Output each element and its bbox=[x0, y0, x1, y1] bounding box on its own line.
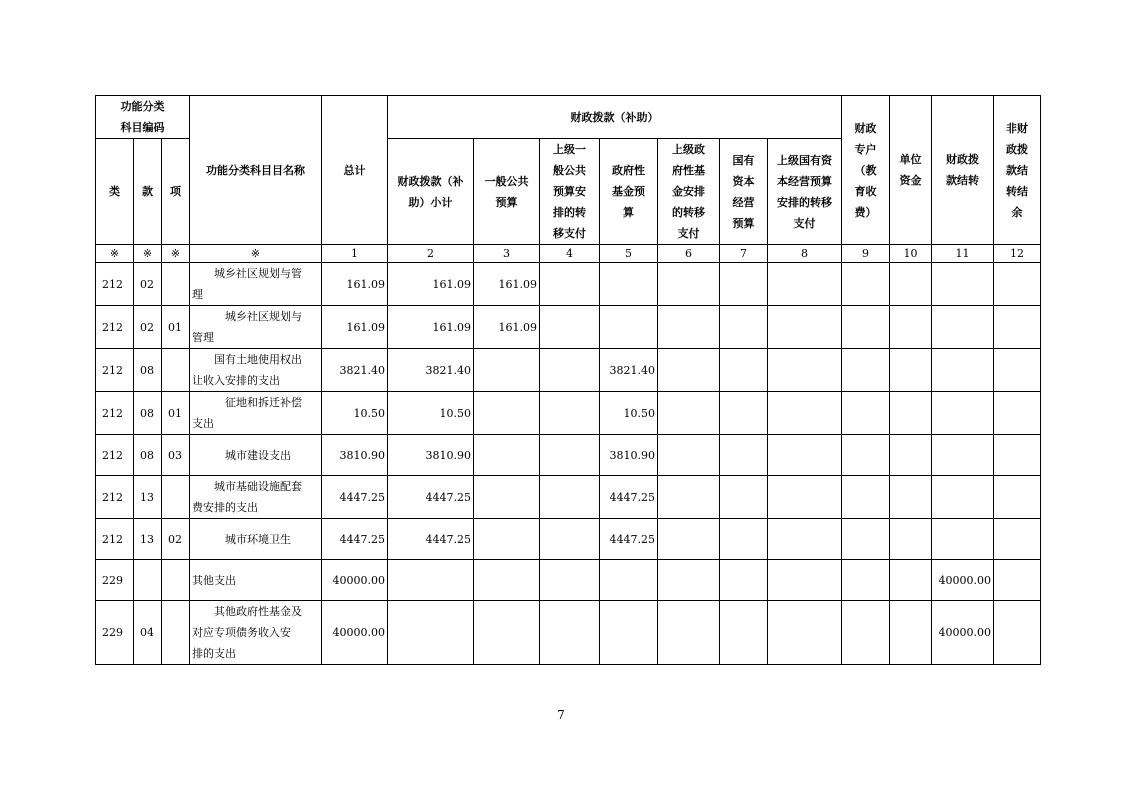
lei-cell: 212 bbox=[96, 306, 134, 349]
marker-row bbox=[96, 245, 1041, 263]
amount-cell bbox=[890, 519, 932, 560]
amount-cell bbox=[890, 306, 932, 349]
table-row bbox=[96, 392, 1041, 435]
marker-cell: ※ bbox=[96, 245, 134, 263]
table-row bbox=[96, 263, 1041, 306]
amount-cell bbox=[890, 392, 932, 435]
amount-cell bbox=[842, 349, 890, 392]
amount-cell: 3821.40 bbox=[600, 349, 658, 392]
amount-cell bbox=[842, 435, 890, 476]
xiang-cell: 02 bbox=[162, 519, 190, 560]
marker-cell: ※ bbox=[134, 245, 162, 263]
kuan-cell: 08 bbox=[134, 435, 162, 476]
amount-cell bbox=[474, 601, 540, 665]
lei-cell: 212 bbox=[96, 519, 134, 560]
amount-cell bbox=[768, 601, 842, 665]
lei-header: 类 bbox=[96, 139, 134, 245]
amount-cell: 4447.25 bbox=[600, 476, 658, 519]
amount-cell bbox=[540, 435, 600, 476]
amount-cell bbox=[658, 560, 720, 601]
amount-cell: 161.09 bbox=[474, 263, 540, 306]
amount-cell bbox=[658, 435, 720, 476]
amount-cell: 161.09 bbox=[388, 263, 474, 306]
amount-cell: 4447.25 bbox=[388, 519, 474, 560]
page-number: 7 bbox=[557, 708, 565, 722]
subject-name-cell: 征地和拆迁补偿 支出 bbox=[190, 392, 322, 435]
amount-cell bbox=[994, 476, 1041, 519]
lei-cell: 212 bbox=[96, 263, 134, 306]
marker-cell: 2 bbox=[388, 245, 474, 263]
marker-cell: 6 bbox=[658, 245, 720, 263]
kuan-cell: 13 bbox=[134, 519, 162, 560]
amount-cell bbox=[388, 601, 474, 665]
amount-cell: 40000.00 bbox=[322, 601, 388, 665]
amount-cell bbox=[600, 560, 658, 601]
amount-cell: 161.09 bbox=[322, 306, 388, 349]
subject-name-cell: 城乡社区规划与 管理 bbox=[190, 306, 322, 349]
amount-cell bbox=[658, 476, 720, 519]
amount-cell: 10.50 bbox=[600, 392, 658, 435]
amount-cell: 3821.40 bbox=[388, 349, 474, 392]
amount-cell: 40000.00 bbox=[932, 560, 994, 601]
amount-cell: 40000.00 bbox=[932, 601, 994, 665]
table-row bbox=[96, 306, 1041, 349]
amount-cell bbox=[842, 263, 890, 306]
amount-cell bbox=[768, 349, 842, 392]
table-row bbox=[96, 435, 1041, 476]
subject-name-cell: 国有土地使用权出 让收入安排的支出 bbox=[190, 349, 322, 392]
marker-cell: 10 bbox=[890, 245, 932, 263]
amount-cell bbox=[890, 349, 932, 392]
amount-cell bbox=[540, 306, 600, 349]
amount-cell bbox=[540, 560, 600, 601]
budget-table bbox=[95, 95, 1041, 665]
amount-cell bbox=[994, 392, 1041, 435]
carryover-header: 财政拨 款结转 bbox=[932, 96, 994, 245]
amount-cell bbox=[932, 306, 994, 349]
marker-cell: 8 bbox=[768, 245, 842, 263]
amount-cell bbox=[474, 349, 540, 392]
amount-cell bbox=[540, 519, 600, 560]
lei-cell: 212 bbox=[96, 349, 134, 392]
amount-cell bbox=[600, 263, 658, 306]
table-row bbox=[96, 601, 1041, 665]
amount-cell bbox=[890, 560, 932, 601]
amount-cell bbox=[720, 306, 768, 349]
amount-cell bbox=[768, 392, 842, 435]
amount-cell bbox=[720, 349, 768, 392]
amount-cell bbox=[842, 560, 890, 601]
amount-cell bbox=[842, 519, 890, 560]
amount-cell: 4447.25 bbox=[600, 519, 658, 560]
unit-fund-header: 单位 资金 bbox=[890, 96, 932, 245]
kuan-cell: 02 bbox=[134, 306, 162, 349]
amount-cell bbox=[658, 392, 720, 435]
amount-cell: 4447.25 bbox=[322, 519, 388, 560]
amount-cell bbox=[720, 601, 768, 665]
amount-cell: 4447.25 bbox=[322, 476, 388, 519]
xiang-cell bbox=[162, 476, 190, 519]
xiang-cell: 01 bbox=[162, 392, 190, 435]
amount-cell bbox=[474, 560, 540, 601]
amount-cell bbox=[540, 601, 600, 665]
marker-cell: 1 bbox=[322, 245, 388, 263]
marker-cell: ※ bbox=[162, 245, 190, 263]
amount-cell: 3821.40 bbox=[322, 349, 388, 392]
amount-cell bbox=[720, 560, 768, 601]
kuan-cell: 02 bbox=[134, 263, 162, 306]
amount-cell bbox=[768, 560, 842, 601]
sub-header: 政府性 基金预 算 bbox=[600, 139, 658, 245]
amount-cell: 40000.00 bbox=[322, 560, 388, 601]
amount-cell bbox=[720, 392, 768, 435]
amount-cell bbox=[994, 263, 1041, 306]
amount-cell: 3810.90 bbox=[600, 435, 658, 476]
xiang-header: 项 bbox=[162, 139, 190, 245]
marker-cell: ※ bbox=[190, 245, 322, 263]
amount-cell bbox=[842, 306, 890, 349]
amount-cell bbox=[932, 392, 994, 435]
amount-cell bbox=[768, 519, 842, 560]
amount-cell bbox=[540, 392, 600, 435]
marker-cell: 4 bbox=[540, 245, 600, 263]
amount-cell bbox=[994, 349, 1041, 392]
table-row bbox=[96, 519, 1041, 560]
amount-cell bbox=[994, 435, 1041, 476]
amount-cell bbox=[658, 601, 720, 665]
amount-cell: 4447.25 bbox=[388, 476, 474, 519]
amount-cell bbox=[768, 306, 842, 349]
lei-cell: 229 bbox=[96, 601, 134, 665]
table-row bbox=[96, 476, 1041, 519]
amount-cell bbox=[720, 263, 768, 306]
func-code-header: 功能分类 科目编码 bbox=[96, 96, 190, 139]
amount-cell bbox=[474, 519, 540, 560]
marker-cell: 12 bbox=[994, 245, 1041, 263]
amount-cell bbox=[600, 306, 658, 349]
marker-cell: 5 bbox=[600, 245, 658, 263]
fiscal-group-header: 财政拨款（补助） bbox=[388, 96, 842, 139]
amount-cell bbox=[932, 435, 994, 476]
xiang-cell: 03 bbox=[162, 435, 190, 476]
kuan-cell: 13 bbox=[134, 476, 162, 519]
sub-header: 财政拨款（补 助）小计 bbox=[388, 139, 474, 245]
kuan-header: 款 bbox=[134, 139, 162, 245]
amount-cell bbox=[932, 263, 994, 306]
amount-cell bbox=[388, 560, 474, 601]
subject-name-cell: 其他政府性基金及 对应专项债务收入安 排的支出 bbox=[190, 601, 322, 665]
subject-name-cell: 城乡社区规划与管 理 bbox=[190, 263, 322, 306]
amount-cell bbox=[768, 476, 842, 519]
amount-cell bbox=[720, 476, 768, 519]
sub-header: 上级政 府性基 金安排 的转移 支付 bbox=[658, 139, 720, 245]
amount-cell bbox=[768, 435, 842, 476]
table-body bbox=[96, 245, 1041, 665]
lei-cell: 212 bbox=[96, 476, 134, 519]
amount-cell bbox=[890, 263, 932, 306]
amount-cell bbox=[540, 263, 600, 306]
amount-cell: 3810.90 bbox=[322, 435, 388, 476]
amount-cell bbox=[768, 263, 842, 306]
amount-cell: 3810.90 bbox=[388, 435, 474, 476]
amount-cell bbox=[474, 476, 540, 519]
amount-cell bbox=[720, 435, 768, 476]
amount-cell bbox=[600, 601, 658, 665]
amount-cell bbox=[890, 435, 932, 476]
sub-header: 一般公共 预算 bbox=[474, 139, 540, 245]
amount-cell bbox=[540, 476, 600, 519]
amount-cell: 161.09 bbox=[388, 306, 474, 349]
amount-cell bbox=[890, 601, 932, 665]
subject-name-cell: 城市基础设施配套 费安排的支出 bbox=[190, 476, 322, 519]
amount-cell: 161.09 bbox=[322, 263, 388, 306]
amount-cell bbox=[994, 519, 1041, 560]
xiang-cell: 01 bbox=[162, 306, 190, 349]
amount-cell bbox=[994, 601, 1041, 665]
subject-name-cell: 其他支出 bbox=[190, 560, 322, 601]
amount-cell bbox=[994, 306, 1041, 349]
amount-cell: 10.50 bbox=[322, 392, 388, 435]
xiang-cell bbox=[162, 560, 190, 601]
amount-cell bbox=[658, 263, 720, 306]
amount-cell: 161.09 bbox=[474, 306, 540, 349]
amount-cell bbox=[932, 476, 994, 519]
amount-cell bbox=[842, 601, 890, 665]
kuan-cell: 04 bbox=[134, 601, 162, 665]
amount-cell bbox=[720, 519, 768, 560]
amount-cell bbox=[474, 392, 540, 435]
amount-cell bbox=[658, 306, 720, 349]
lei-cell: 212 bbox=[96, 392, 134, 435]
sub-header: 国有 资本 经营 预算 bbox=[720, 139, 768, 245]
amount-cell bbox=[890, 476, 932, 519]
table-header bbox=[96, 96, 1041, 245]
amount-cell: 10.50 bbox=[388, 392, 474, 435]
amount-cell bbox=[842, 392, 890, 435]
amount-cell bbox=[932, 519, 994, 560]
xiang-cell bbox=[162, 263, 190, 306]
amount-cell bbox=[658, 349, 720, 392]
total-header: 总计 bbox=[322, 96, 388, 245]
kuan-cell: 08 bbox=[134, 392, 162, 435]
marker-cell: 11 bbox=[932, 245, 994, 263]
xiang-cell bbox=[162, 601, 190, 665]
func-name-header: 功能分类科目目名称 bbox=[190, 96, 322, 245]
marker-cell: 3 bbox=[474, 245, 540, 263]
xiang-cell bbox=[162, 349, 190, 392]
marker-cell: 7 bbox=[720, 245, 768, 263]
special-account-header: 财政 专户 （教 育收 费） bbox=[842, 96, 890, 245]
sub-header: 上级国有资 本经营预算 安排的转移 支付 bbox=[768, 139, 842, 245]
kuan-cell: 08 bbox=[134, 349, 162, 392]
non-fiscal-header: 非财 政拨 款结 转结 余 bbox=[994, 96, 1041, 245]
kuan-cell bbox=[134, 560, 162, 601]
marker-cell: 9 bbox=[842, 245, 890, 263]
amount-cell bbox=[658, 519, 720, 560]
amount-cell bbox=[842, 476, 890, 519]
lei-cell: 212 bbox=[96, 435, 134, 476]
lei-cell: 229 bbox=[96, 560, 134, 601]
amount-cell bbox=[474, 435, 540, 476]
subject-name-cell: 城市建设支出 bbox=[190, 435, 322, 476]
amount-cell bbox=[540, 349, 600, 392]
amount-cell bbox=[994, 560, 1041, 601]
sub-header: 上级一 般公共 预算安 排的转 移支付 bbox=[540, 139, 600, 245]
table-row bbox=[96, 349, 1041, 392]
subject-name-cell: 城市环境卫生 bbox=[190, 519, 322, 560]
amount-cell bbox=[932, 349, 994, 392]
table-row bbox=[96, 560, 1041, 601]
